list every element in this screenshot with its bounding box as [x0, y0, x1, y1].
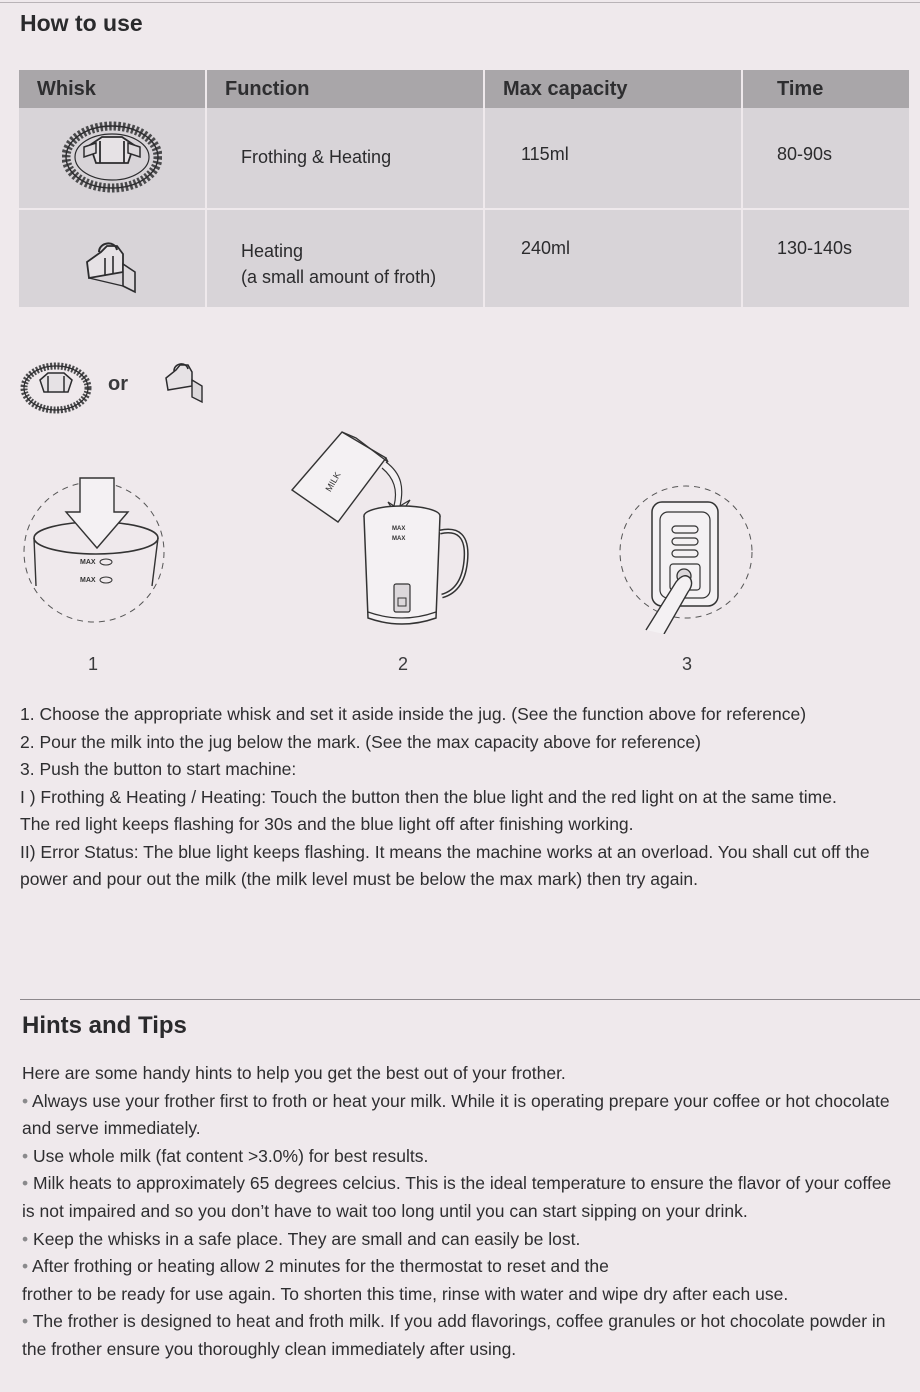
instruction-line: 1. Choose the appropriate whisk and set it aside inside the jug. (See the function above for reference)	[20, 704, 807, 724]
table-header-row	[19, 70, 909, 108]
carton-label: MILK	[323, 470, 343, 494]
hint-bullet-line	[22, 1088, 912, 1116]
function-subtext: (a small amount of froth)	[241, 267, 437, 287]
coil-whisk-small-icon	[20, 358, 92, 414]
hint-text: and serve immediately.	[22, 1118, 201, 1139]
header-time: Time	[742, 70, 909, 108]
instruction-line: II) Error Status: The blue light keeps flashing. It means the machine works at an overload. You shall cut off the	[20, 841, 870, 862]
hint-bullet-line	[22, 1253, 912, 1281]
hint-text: frother to be ready for use again. To shorten this time, rinse with water and wipe dry after each use.	[22, 1283, 789, 1304]
whisk-function-table	[19, 70, 909, 309]
instruction-line: The red light keeps flashing for 30s and the blue light off after finishing working.	[20, 814, 634, 834]
jug-interior-illustration	[22, 468, 170, 628]
hint-text: the frother ensure you thoroughly clean immediately after using.	[22, 1338, 517, 1359]
hint-continuation-line	[22, 1198, 912, 1226]
whisk-cell	[19, 108, 206, 209]
max-mark-lower: MAX	[392, 536, 406, 542]
function-text: Frothing & Heating	[241, 147, 392, 167]
hint-bullet-line	[22, 1226, 912, 1254]
instruction-line: 3. Push the button to start machine:	[20, 759, 297, 779]
function-cell	[206, 209, 484, 308]
step-number-1: 1	[88, 654, 99, 674]
function-text: Heating	[241, 241, 304, 261]
how-to-use-title: How to use	[20, 10, 143, 36]
hint-continuation-line	[22, 1281, 912, 1309]
flat-whisk-small-icon	[160, 360, 208, 408]
hints-list	[22, 1060, 912, 1364]
function-cell	[206, 108, 484, 209]
header-max-capacity: Max capacity	[484, 70, 742, 108]
hint-text: Keep the whisks in a safe place. They are small and can easily be lost.	[33, 1228, 581, 1249]
step-number-2: 2	[398, 654, 409, 674]
hints-and-tips-title: Hints and Tips	[22, 1012, 187, 1039]
bullet-icon: •	[22, 1173, 29, 1194]
hint-text: is not impaired and so you don’t have to wait too long until you can start sipping on your drink.	[22, 1200, 748, 1221]
top-divider	[0, 2, 920, 3]
bullet-icon: •	[22, 1228, 29, 1249]
hint-continuation-line	[22, 1115, 912, 1143]
bullet-icon: •	[22, 1145, 29, 1166]
hints-intro: Here are some handy hints to help you get the best out of your frother.	[22, 1063, 566, 1083]
hint-text: Milk heats to approximately 65 degrees celcius. This is the ideal temperature to ensure the flavor of your coffee	[33, 1173, 892, 1194]
section-divider	[20, 999, 920, 1000]
hint-text: Always use your frother first to froth or heat your milk. While it is operating prepare your coffee or hot chocolate	[32, 1090, 890, 1111]
hint-bullet-line	[22, 1143, 912, 1171]
bullet-icon: •	[22, 1311, 29, 1332]
whisk-cell	[19, 209, 206, 308]
max-mark-lower: MAX	[80, 577, 96, 584]
instruction-line: I ) Frothing & Heating / Heating: Touch the button then the blue light and the red light on at the same time.	[20, 786, 837, 807]
press-button-illustration	[616, 478, 756, 634]
hint-bullet-line	[22, 1170, 912, 1198]
bullet-icon: •	[22, 1090, 29, 1111]
bullet-icon: •	[22, 1256, 29, 1277]
step-number-3: 3	[682, 654, 693, 674]
or-label: or	[108, 373, 128, 395]
capacity-cell: 240ml	[484, 209, 742, 308]
time-cell: 130-140s	[742, 209, 909, 308]
header-function: Function	[206, 70, 484, 108]
instruction-line: 2. Pour the milk into the jug below the mark. (See the max capacity above for reference)	[20, 731, 701, 752]
max-mark-upper: MAX	[392, 526, 406, 532]
hint-text: The frother is designed to heat and froth milk. If you add flavorings, coffee granules or hot chocolate powder in	[32, 1311, 886, 1332]
pour-milk-illustration	[290, 428, 480, 638]
time-cell: 80-90s	[742, 108, 909, 209]
coil-whisk-icon	[62, 119, 162, 193]
usage-instructions	[20, 701, 900, 894]
hint-text: After frothing or heating allow 2 minutes for the thermostat to reset and the	[32, 1256, 609, 1277]
hint-continuation-line	[22, 1336, 912, 1364]
hint-text: Use whole milk (fat content >3.0%) for best results.	[33, 1145, 429, 1166]
table-row	[19, 209, 909, 308]
capacity-cell: 115ml	[484, 108, 742, 209]
flat-whisk-icon	[77, 238, 147, 302]
instruction-line: power and pour out the milk (the milk level must be below the max mark) then try again.	[20, 869, 698, 889]
table-row	[19, 108, 909, 209]
header-whisk: Whisk	[19, 70, 206, 108]
max-mark-upper: MAX	[80, 559, 96, 566]
hint-bullet-line	[22, 1308, 912, 1336]
